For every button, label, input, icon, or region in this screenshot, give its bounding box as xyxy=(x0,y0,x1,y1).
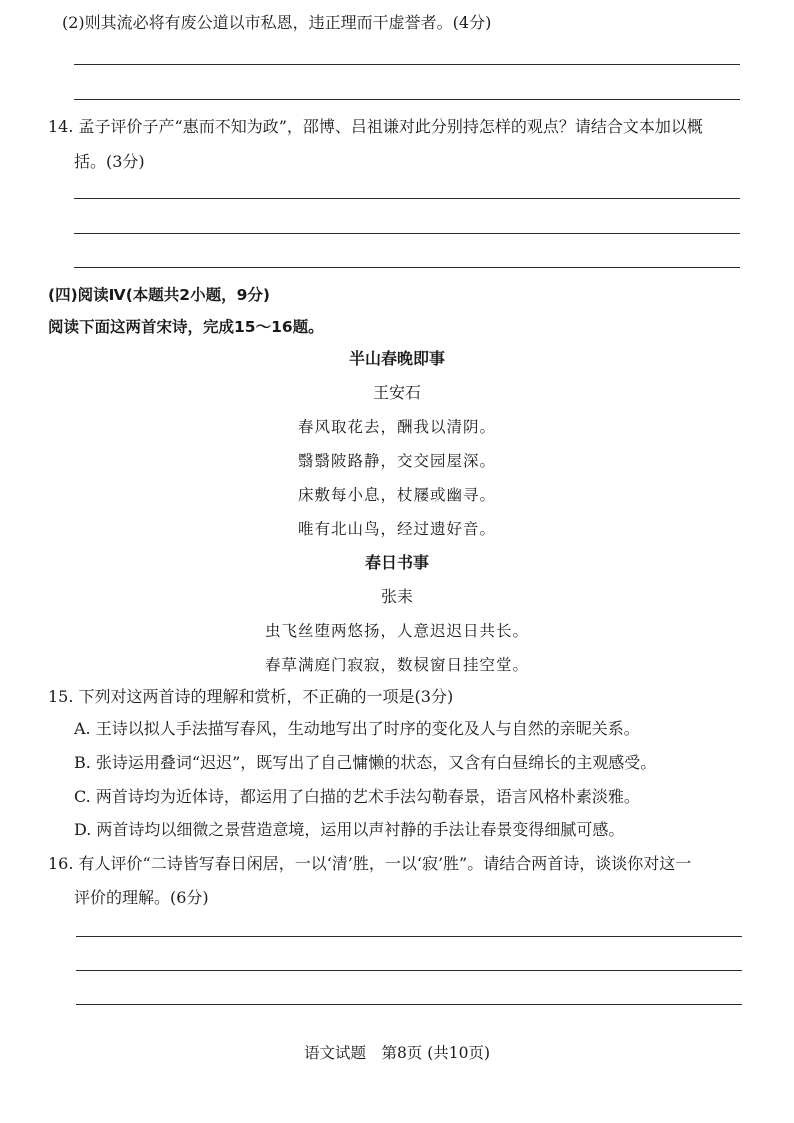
q15-option-c: C. 两首诗均为近体诗，都运用了白描的艺术手法勾勒春景，语言风格朴素淡雅。 xyxy=(74,787,640,806)
answer-line xyxy=(74,198,740,199)
q15-option-b: B. 张诗运用叠词“迟迟”，既写出了自己慵懒的状态，又含有白昼绵长的主观感受。 xyxy=(74,753,657,772)
q14-text-line1: 14. 孟子评价子产“惠而不知为政”，邵博、吕祖谦对此分别持怎样的观点？请结合文本加以概 xyxy=(48,117,703,136)
poem1-line: 翳翳陂路静，交交园屋深。 xyxy=(297,452,496,470)
answer-line xyxy=(76,936,742,937)
answer-line xyxy=(74,64,740,65)
q13-part2-text: (2)则其流必将有废公道以市私恩，违正理而干虚誉者。(4分) xyxy=(62,13,492,32)
poem1-author: 王安石 xyxy=(372,383,421,402)
section-heading: (四)阅读Ⅳ(本题共2小题，9分) xyxy=(48,286,270,304)
poem2-title: 春日书事 xyxy=(364,553,429,572)
q15-option-d: D. 两首诗均以细微之景营造意境，运用以声衬静的手法让春景变得细腻可感。 xyxy=(74,820,625,839)
poem1-line: 唯有北山鸟，经过遗好音。 xyxy=(297,520,496,538)
q15-option-a: A. 王诗以拟人手法描写春风，生动地写出了时序的变化及人与自然的亲昵关系。 xyxy=(74,719,640,738)
answer-line xyxy=(74,99,740,100)
page-footer: 语文试题 第8页 (共10页) xyxy=(303,1044,491,1062)
section-instruction: 阅读下面这两首宋诗，完成15～16题。 xyxy=(48,318,324,336)
poem2-author: 张耒 xyxy=(380,587,413,606)
answer-line xyxy=(74,233,740,234)
answer-line xyxy=(76,970,742,971)
poem1-line: 床敷每小息，杖屦或幽寻。 xyxy=(297,486,496,504)
poem1-title: 半山春晚即事 xyxy=(348,349,445,368)
poem1-line: 春风取花去，酬我以清阴。 xyxy=(297,418,496,436)
answer-line xyxy=(76,1004,742,1005)
q15-stem: 15. 下列对这两首诗的理解和赏析，不正确的一项是(3分) xyxy=(48,687,454,706)
q14-text-line2: 括。(3分) xyxy=(74,152,145,171)
poem2-line: 虫飞丝堕两悠扬，人意迟迟日共长。 xyxy=(264,622,529,640)
poem2-line: 春草满庭门寂寂，数棂窗日挂空堂。 xyxy=(264,656,529,674)
q16-text-line2: 评价的理解。(6分) xyxy=(74,888,209,907)
answer-line xyxy=(74,267,740,268)
q16-text-line1: 16. 有人评价“二诗皆写春日闲居，一以‘清’胜，一以‘寂’胜”。请结合两首诗，谈谈你对这一 xyxy=(48,854,692,873)
